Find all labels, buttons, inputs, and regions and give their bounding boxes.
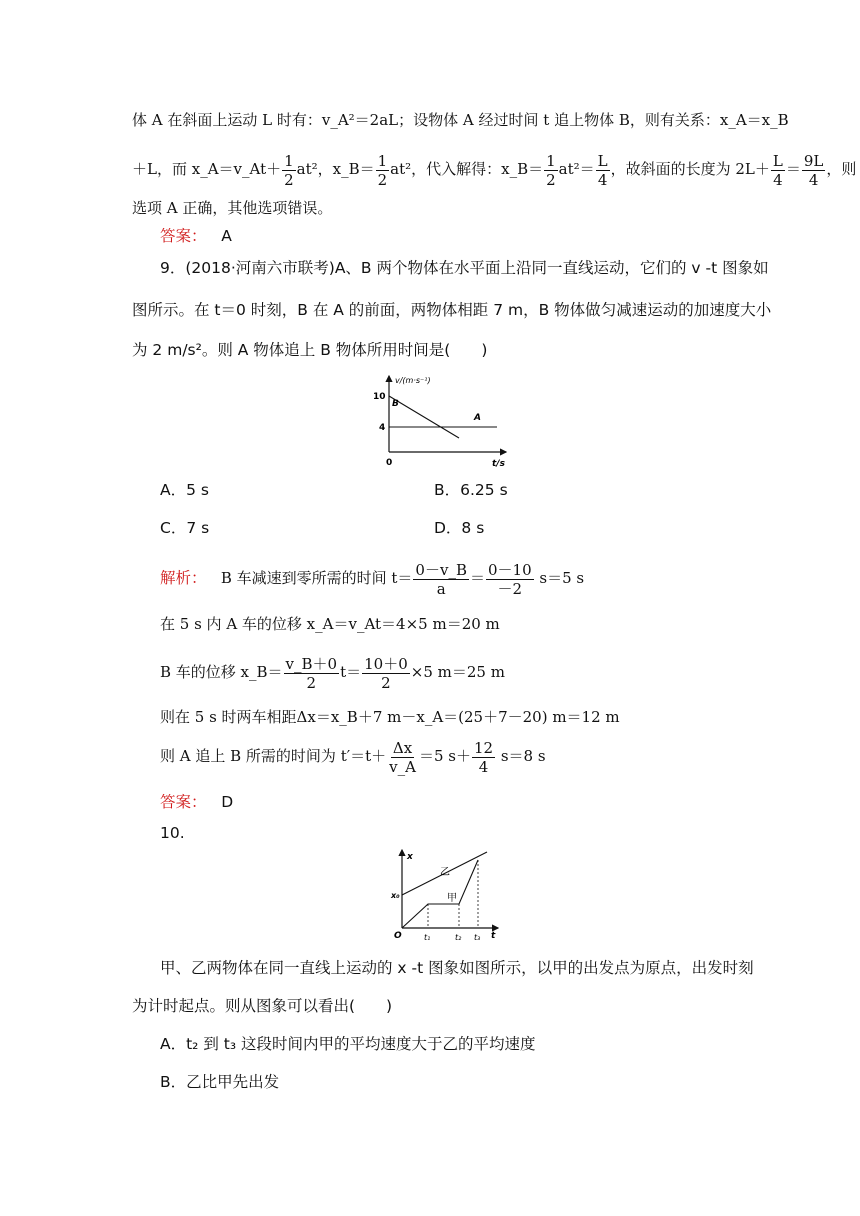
t3-label: t₃ <box>474 933 481 942</box>
q9-stem-line-2: 图所示。在 t＝0 时刻，B 在 A 的前面，两物体相距 7 m，B 物体做匀减速运动的加速度大小 <box>132 301 772 319</box>
label-B: B <box>392 399 399 409</box>
t1-label: t₁ <box>424 933 431 942</box>
fraction: $\frac{12}{4}$ <box>474 738 494 776</box>
q9-option-b: B．6.25 s <box>434 481 508 499</box>
answer-label: 答案： <box>160 227 207 245</box>
fraction: $\frac{0-v\_B}{a}$ <box>415 560 467 598</box>
solution-label: 解析： <box>160 569 207 587</box>
prev-answer <box>160 226 232 246</box>
x-axis-label: x <box>407 852 413 862</box>
label-A: A <box>474 413 481 423</box>
fraction: $\frac{0-10}{-2}$ <box>487 560 532 598</box>
t-axis-label: t/s <box>492 459 505 469</box>
fraction-L-over-4: $\frac{L}{4}$ <box>597 151 608 189</box>
q9-solution-line-3: B 车的位移 x_B＝ $\frac{v\_B+0}{2}$ t＝ $\frac{10+0}{2}$ ×5 m＝25 m <box>160 654 505 692</box>
fraction-half: $\frac{1}{2}$ <box>546 151 556 189</box>
answer-value: A <box>221 227 232 245</box>
line-B <box>389 396 459 438</box>
v-axis-label: v/(m·s⁻¹) <box>395 376 431 385</box>
q10-number: 10. <box>160 824 185 842</box>
q9-stem-line-3: 为 2 m/s²。则 A 物体追上 B 物体所用时间是( ) <box>132 341 488 359</box>
origin-label: O <box>394 931 402 941</box>
q9-stem-line-1: 9．(2018·河南六市联考)A、B 两个物体在水平面上沿同一直线运动，它们的 v -t 图象如 <box>160 259 769 277</box>
q9-option-d: D．8 s <box>434 519 485 537</box>
q9-solution-line-1: 解析： B 车减速到零所需的时间 t＝ $\frac{0-v\_B}{a}$ ＝ $\frac{0-10}{-2}$ s＝5 s <box>160 560 585 598</box>
fraction-half: $\frac{1}{2}$ <box>284 151 294 189</box>
q9-solution-line-2: 在 5 s 内 A 车的位移 x_A＝v_At＝4×5 m＝20 m <box>160 615 500 633</box>
q9-solution-line-5: 则 A 追上 B 所需的时间为 t′＝t＋ $\frac{\Delta x}{v\_A}$ ＝5 s＋ $\frac{12}{4}$ s＝8 s <box>160 738 546 776</box>
q10-option-b: B．乙比甲先出发 <box>160 1073 280 1091</box>
tick-10: 10 <box>373 392 386 402</box>
jia-label: 甲 <box>447 893 457 904</box>
x0-label: x₀ <box>391 891 400 900</box>
q9-option-c: C．7 s <box>160 519 210 537</box>
tick-4: 4 <box>379 423 386 433</box>
prev-solution-line-1: 体 A 在斜面上运动 L 时有：v_A²＝2aL；设物体 A 经过时间 t 追上物体 B，则有关系：x_A＝x_B <box>132 111 789 129</box>
t-axis-label: t <box>491 931 496 941</box>
answer-value: D <box>221 793 234 811</box>
answer-label: 答案： <box>160 793 207 811</box>
fraction-L-over-4: $\frac{L}{4}$ <box>772 151 783 189</box>
prev-solution-line-2: ＋L，而 x_A＝v_At＋ $\frac{1}{2}$ at²，x_B＝ $\frac{1}{2}$ at²，代入解得：x_B＝ $\frac{1}{2}$ at²＝ $\frac{L}{4}$ ，故斜面的长度为 2L＋ $\frac{L}{4}$ ＝ $\frac{9L}{4}$ ，则 <box>132 151 857 189</box>
fraction: $\frac{\Delta x}{v\_A}$ <box>389 738 416 776</box>
origin-label: 0 <box>386 458 393 468</box>
q9-answer <box>160 792 233 812</box>
prev-solution-line-3: 选项 A 正确，其他选项错误。 <box>132 199 333 217</box>
q10-stem-line-2: 为计时起点。则从图象可以看出( ) <box>132 997 393 1015</box>
fraction: $\frac{10+0}{2}$ <box>364 654 408 692</box>
q10-option-a: A．t₂ 到 t₃ 这段时间内甲的平均速度大于乙的平均速度 <box>160 1035 536 1053</box>
fraction-half: $\frac{1}{2}$ <box>377 151 388 189</box>
q10-xt-graph <box>390 846 502 944</box>
fraction-9L-over-4: $\frac{9L}{4}$ <box>803 151 824 189</box>
q9-vt-graph <box>370 372 520 472</box>
q9-option-a: A．5 s <box>160 481 209 499</box>
yi-label: 乙 <box>440 867 450 878</box>
fraction: $\frac{v\_B+0}{2}$ <box>285 654 338 692</box>
q10-stem-line-1: 甲、乙两物体在同一直线上运动的 x -t 图象如图所示，以甲的出发点为原点，出发时刻 <box>160 959 754 977</box>
t2-label: t₂ <box>455 933 462 942</box>
q9-solution-line-4: 则在 5 s 时两车相距Δx＝x_B＋7 m－x_A＝(25＋7－20) m＝12 m <box>160 708 620 726</box>
